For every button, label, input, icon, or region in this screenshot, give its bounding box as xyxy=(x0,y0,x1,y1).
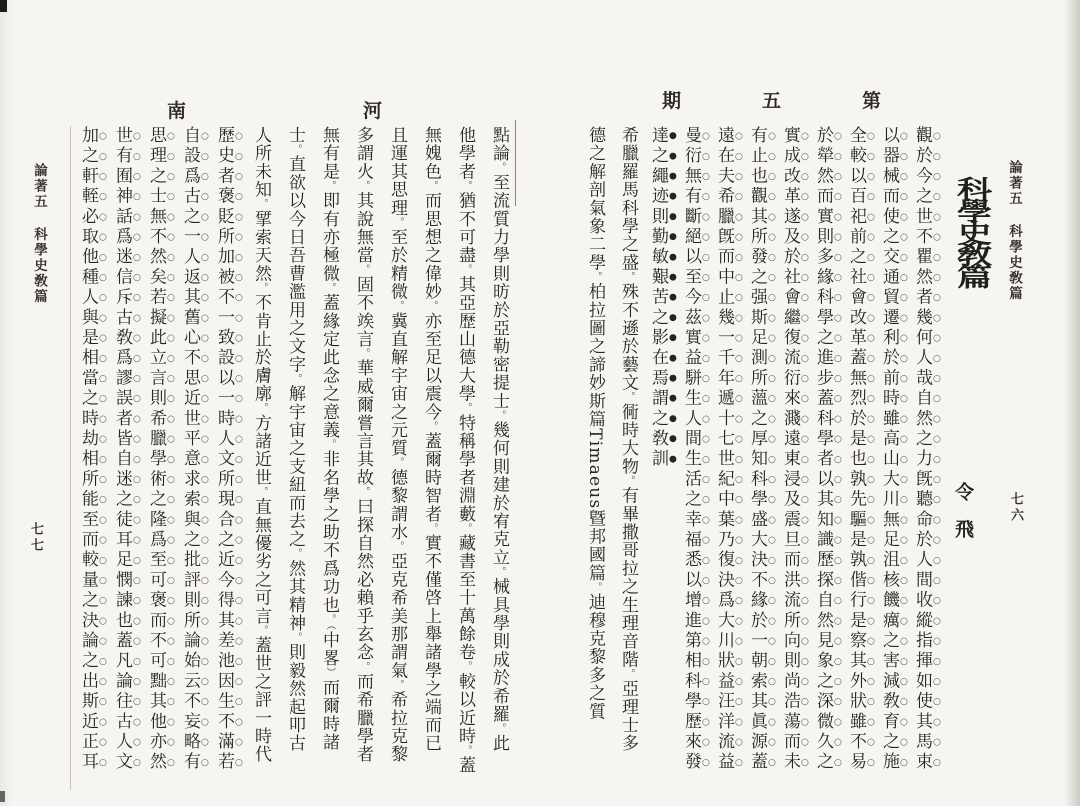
article-author: 令飛 xyxy=(952,482,974,556)
text-column: 全較以百祀前之社會改革蓋無烈於是也孰先驅是孰偕行是察其外狀雖不易 xyxy=(846,126,866,773)
scan-artifact-corner xyxy=(0,0,7,12)
text-column: 於犖然而實則多緣科學之進步蓋科學者以其知識歷探自然見象之深微久之 xyxy=(813,126,833,773)
text-column: 以器械而使之交通貿遷利於前時雖高山大川無足沮核饑癘之害減敎育之施 xyxy=(879,126,899,773)
text-column: 達之繩迹則勤敏艱苦之影在焉謂之敎訓 xyxy=(648,126,668,470)
text-column: 曼衍無有斷絕以至今茲實益駢生人間生活之幸福悉以增進第相科學歷來發 xyxy=(681,126,701,773)
margin-article-label: 科學史敎篇 xyxy=(31,227,47,305)
text-column: 自設爲古之一人返其舊心不思近世平意求索與之批評則所論始云不妄略有 xyxy=(180,126,200,773)
page-number: 七七 xyxy=(28,522,43,554)
page-header-char: 南 xyxy=(167,100,187,122)
margin-section-label: 論著五 xyxy=(31,163,47,210)
page-header-char: 第 xyxy=(862,90,882,112)
text-column: 德之解剖氣象二學。柏拉圖之諦妙斯篇Timaeus曁邦國篇。迪穆克黎多之質 xyxy=(585,126,605,721)
scan-artifact-corner xyxy=(0,791,5,802)
margin-article-label: 科學史敎篇 xyxy=(1006,224,1022,302)
text-column: 點論。至流質力學則昉於亞勒密提士。幾何則建於宥克立。械具學則成於希羅。此 xyxy=(489,126,509,753)
text-column: 且運其思理。至於精微。冀直解宇宙之元質。德黎謂水。亞克希美那謂氣。希拉克黎 xyxy=(387,126,407,764)
article-title: 科學史敎篇 xyxy=(950,176,991,286)
page-body-text xyxy=(73,126,516,792)
page-header-char: 河 xyxy=(363,100,383,122)
header-wavy-rule xyxy=(548,113,1012,120)
header-wavy-rule xyxy=(70,116,520,123)
text-column: 人所未知。揅索天然。不肯止於膚廓。方諸近世。直無優劣之可言。蓋世之評一時代 xyxy=(251,126,271,764)
scan-edge-shadow-right xyxy=(1064,0,1080,806)
text-column: 觀於今之世不瞿然者幾何人哉自然之力旣聽命於人間收縱指揮如使其馬束 xyxy=(912,126,932,773)
text-column: 有止也觀其所發之强斯足測所薀之厚知科學盛大決不緣於一朝索其眞源蓋 xyxy=(747,126,767,773)
text-column: 思理之士無不然矣若擬此立言則希臘學術之隆爲至可褒而不可黜其他亦然 xyxy=(146,126,166,773)
text-block-border xyxy=(70,126,71,790)
text-column: 士。直欲以今日吾曹濫用之文字。解宇宙之支紐而去之。然其精神。則毅然起叩古 xyxy=(285,126,305,753)
text-column: 遠在夫希臘旣而中止幾一千年遞十七世紀中葉乃復決爲大川狀益汪洋流益 xyxy=(714,126,734,773)
text-column: 加之軒輊必取他種人與是相當之時劫相所能至而較量之決論之出斯近正耳 xyxy=(78,126,98,773)
page-header-char: 期 xyxy=(662,90,682,112)
scan-edge-shadow-left xyxy=(0,0,14,806)
page-body-text xyxy=(548,126,998,792)
title-column-spacer xyxy=(942,126,998,792)
text-column: 希臘羅馬科學之盛。殊不遜於藝文。衕時大物。有畢撒哥拉之生理音階。亞理士多 xyxy=(618,126,638,753)
text-column: 無有是。即有亦極微。蓋緣定此念之意義。非名學之助不爲功也。（中畧）而爾時諸 xyxy=(319,126,339,752)
page-header-char: 五 xyxy=(762,90,782,112)
text-column: 世有囿神話爲迷信斥古敎爲謬誤者皆自迷之徒耳足憫諫也蓋凡論往古人文 xyxy=(112,126,132,773)
page-number: 七六 xyxy=(1008,492,1023,524)
text-column: 他學者。猶不可盡。其亞歷山德大學。特稱學者淵藪。藏書至十萬餘卷。較以近時。蓋 xyxy=(455,126,475,775)
text-column: 實成改革遂及於社會繼復流衍來濺遠東浸及震旦而洪流所向則尚浩蕩而未 xyxy=(780,126,800,773)
text-column: 多謂火。其說無當。固不竢言。華威爾嘗言其故。曰探自然必賴乎玄念。而希臘學者 xyxy=(353,126,373,764)
text-column: 無媿色。而思想之偉妙。亦至足以震今。蓋爾時智者。實不僅啓上舉諸學之端而已 xyxy=(421,126,441,753)
text-column: 歷史者褒貶所加被不一致設以一時人文所現合之近今得其差池因生不滿若 xyxy=(214,126,234,773)
margin-section-label: 論著五 xyxy=(1006,160,1022,207)
